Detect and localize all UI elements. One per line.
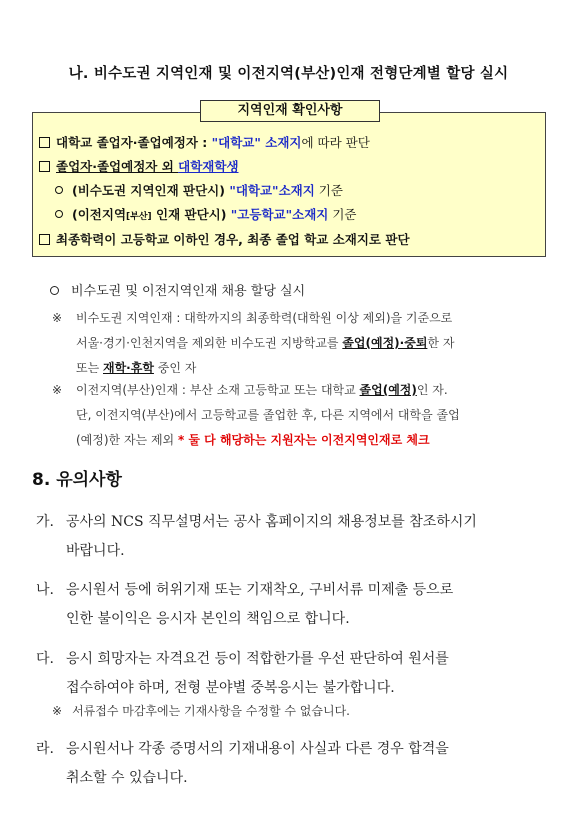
checkbox-square-icon [39,161,50,172]
circle-bullet-icon [55,210,63,218]
note-line: 비수도권 지역인재 : 대학까지의 최종학력(대학원 이상 제외)을 기준으로 [76,311,453,325]
allocation-line: 비수도권 및 이전지역인재 채용 할당 실시 [50,280,305,299]
box-title: 지역인재 확인사항 [200,100,380,122]
small-note: ※ 서류접수 마감후에는 기재사항을 수정할 수 없습니다. [52,704,350,718]
note-line: 서울·경기·인천지역을 제외한 비수도권 지방학교를 졸업(예정)·중퇴한 자 [76,336,455,350]
box-line-5: 최종학력이 고등학교 이하인 경우, 최종 졸업 학교 소재지로 판단 [39,230,410,248]
note-line: 단, 이전지역(부산)에서 고등학교를 졸업한 후, 다른 지역에서 대학을 졸업 [76,408,460,422]
box-line-3: (비수도권 지역인재 판단시) "대학교"소재지 기준 [55,181,343,199]
circle-bullet-icon [55,186,63,194]
checkbox-square-icon [39,137,50,148]
note-line: (예정)한 자는 제외 * 둘 다 해당하는 지원자는 이전지역인재로 체크 [76,433,430,447]
checkbox-square-icon [39,234,50,245]
box-line-2: 졸업자·졸업예정자 외 대학재학생 [39,157,239,175]
section-title: 나. 비수도권 지역인재 및 이전지역(부산)인재 전형단계별 할당 실시 [68,66,509,82]
circle-bullet-icon [50,286,59,295]
heading-precautions: 8. 유의사항 [32,470,122,490]
box-line-1: 대학교 졸업자·졸업예정자 : "대학교" 소재지에 따라 판단 [39,133,370,151]
note-line: 또는 재학·휴학 중인 자 [76,361,197,375]
note-line: 이전지역(부산)인재 : 부산 소재 고등학교 또는 대학교 졸업(예정)인 자. [76,383,448,397]
info-box [32,112,546,257]
box-line-4: (이전지역[부산] 인재 판단시) "고등학교"소재지 기준 [55,205,356,223]
